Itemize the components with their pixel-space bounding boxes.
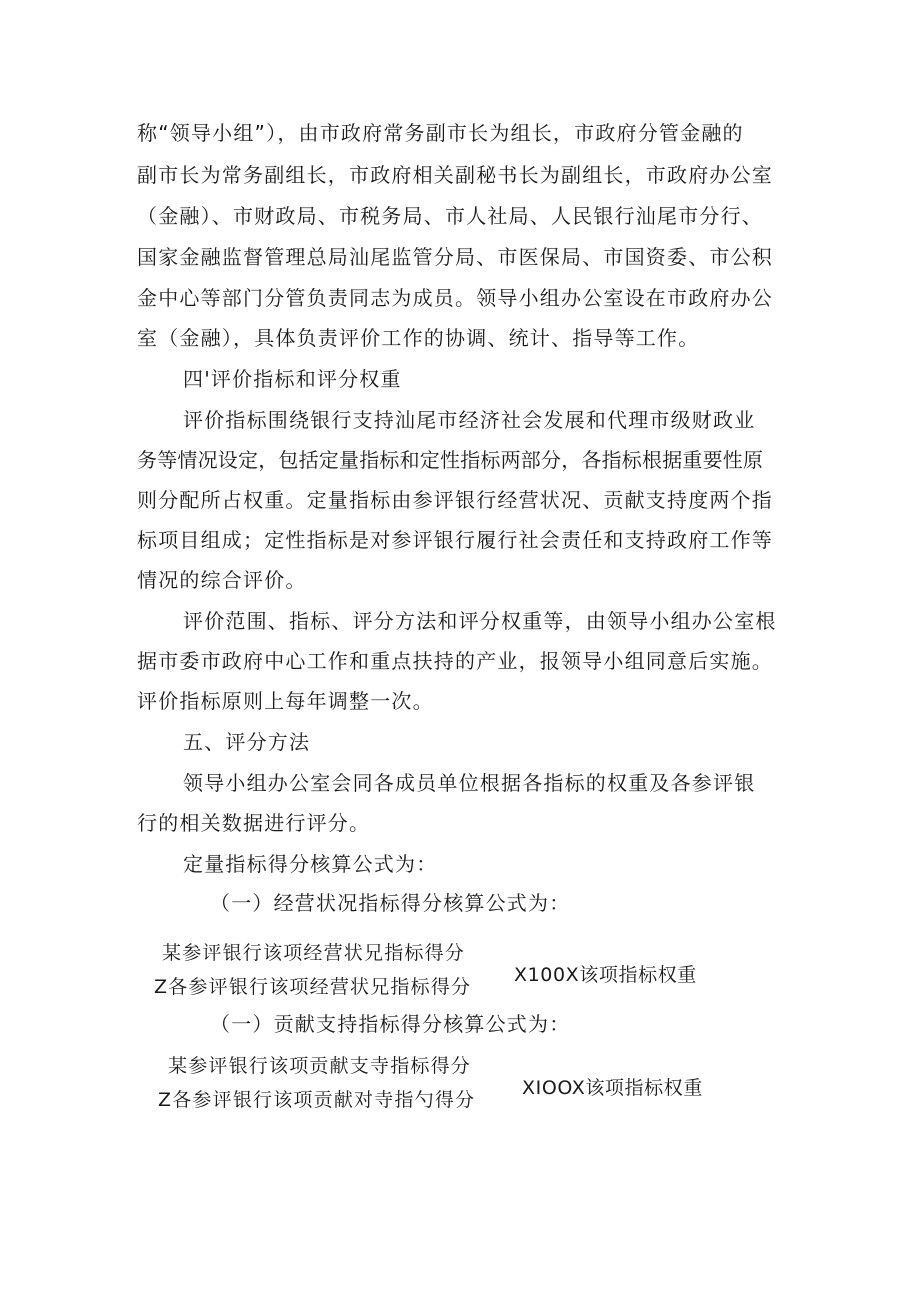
paragraph-line: 评价指标原则上每年调整一次。: [137, 689, 434, 713]
paragraph-line: 室（金融），具体负责评价工作的协调、统计、指导等工作。: [137, 326, 700, 350]
paragraph-line: 据市委市政府中心工作和重点扶持的产业，报领导小组同意后实施。: [137, 649, 773, 673]
formula2-denominator: Z各参评银行该项贡献对寺指勺得分: [158, 1089, 476, 1111]
formula2-multiplier: XIOOX该项指标权重: [522, 1077, 703, 1099]
section-heading-4: 四'评价指标和评分权重: [183, 367, 402, 391]
paragraph-line: （金融）、市财政局、市税务局、市人社局、人民银行汕尾市分行、: [137, 204, 763, 228]
paragraph-line: 务等情况设定，包括定量指标和定性指标两部分，各指标根据重要性原: [137, 448, 764, 472]
paragraph-line: 副市长为常务副组长，市政府相关副秘书长为副组长，市政府办公室: [137, 163, 773, 187]
paragraph-line: 称“领导小组”），由市政府常务副市长为组长，市政府分管金融的: [137, 121, 744, 145]
section-heading-5: 五、评分方法: [183, 730, 311, 754]
formula1-numerator: 某参评银行该项经营状兄指标得分: [162, 942, 466, 964]
paragraph-line: 评价指标围绕银行支持汕尾市经济社会发展和代理市级财政业: [183, 408, 756, 432]
paragraph-line: 定量指标得分核算公式为：: [183, 852, 438, 876]
formula-heading: （一）经营状况指标得分核算公式为：: [210, 891, 571, 915]
paragraph-line: 领导小组办公室会同各成员单位根据各指标的权重及各参评银: [183, 771, 756, 795]
formula1-multiplier: X100X该项指标权重: [514, 964, 697, 986]
paragraph-line: 行的相关数据进行评分。: [137, 811, 371, 835]
paragraph-line: 情况的综合评价。: [137, 568, 307, 592]
paragraph-line: 评价范围、指标、评分方法和评分权重等，由领导小组办公室根: [183, 609, 777, 633]
formula2-numerator: 某参评银行该项贡献支寺指标得分: [168, 1055, 472, 1077]
paragraph-line: 国家金融监督管理总局汕尾监管分局、市医保局、市国资委、市公积: [137, 245, 773, 269]
paragraph-line: 标项目组成；定性指标是对参评银行履行社会责任和支持政府工作等: [137, 528, 773, 552]
paragraph-line: 金中心等部门分管负责同志为成员。领导小组办公室设在市政府办公: [137, 286, 773, 310]
formula1-denominator: Z各参评银行该项经营状兄指标得分: [154, 976, 472, 998]
formula-heading: （一）贡献支持指标得分核算公式为：: [210, 1012, 571, 1036]
paragraph-line: 则分配所占权重。定量指标由参评银行经营状况、贡献支持度两个指: [137, 488, 773, 512]
